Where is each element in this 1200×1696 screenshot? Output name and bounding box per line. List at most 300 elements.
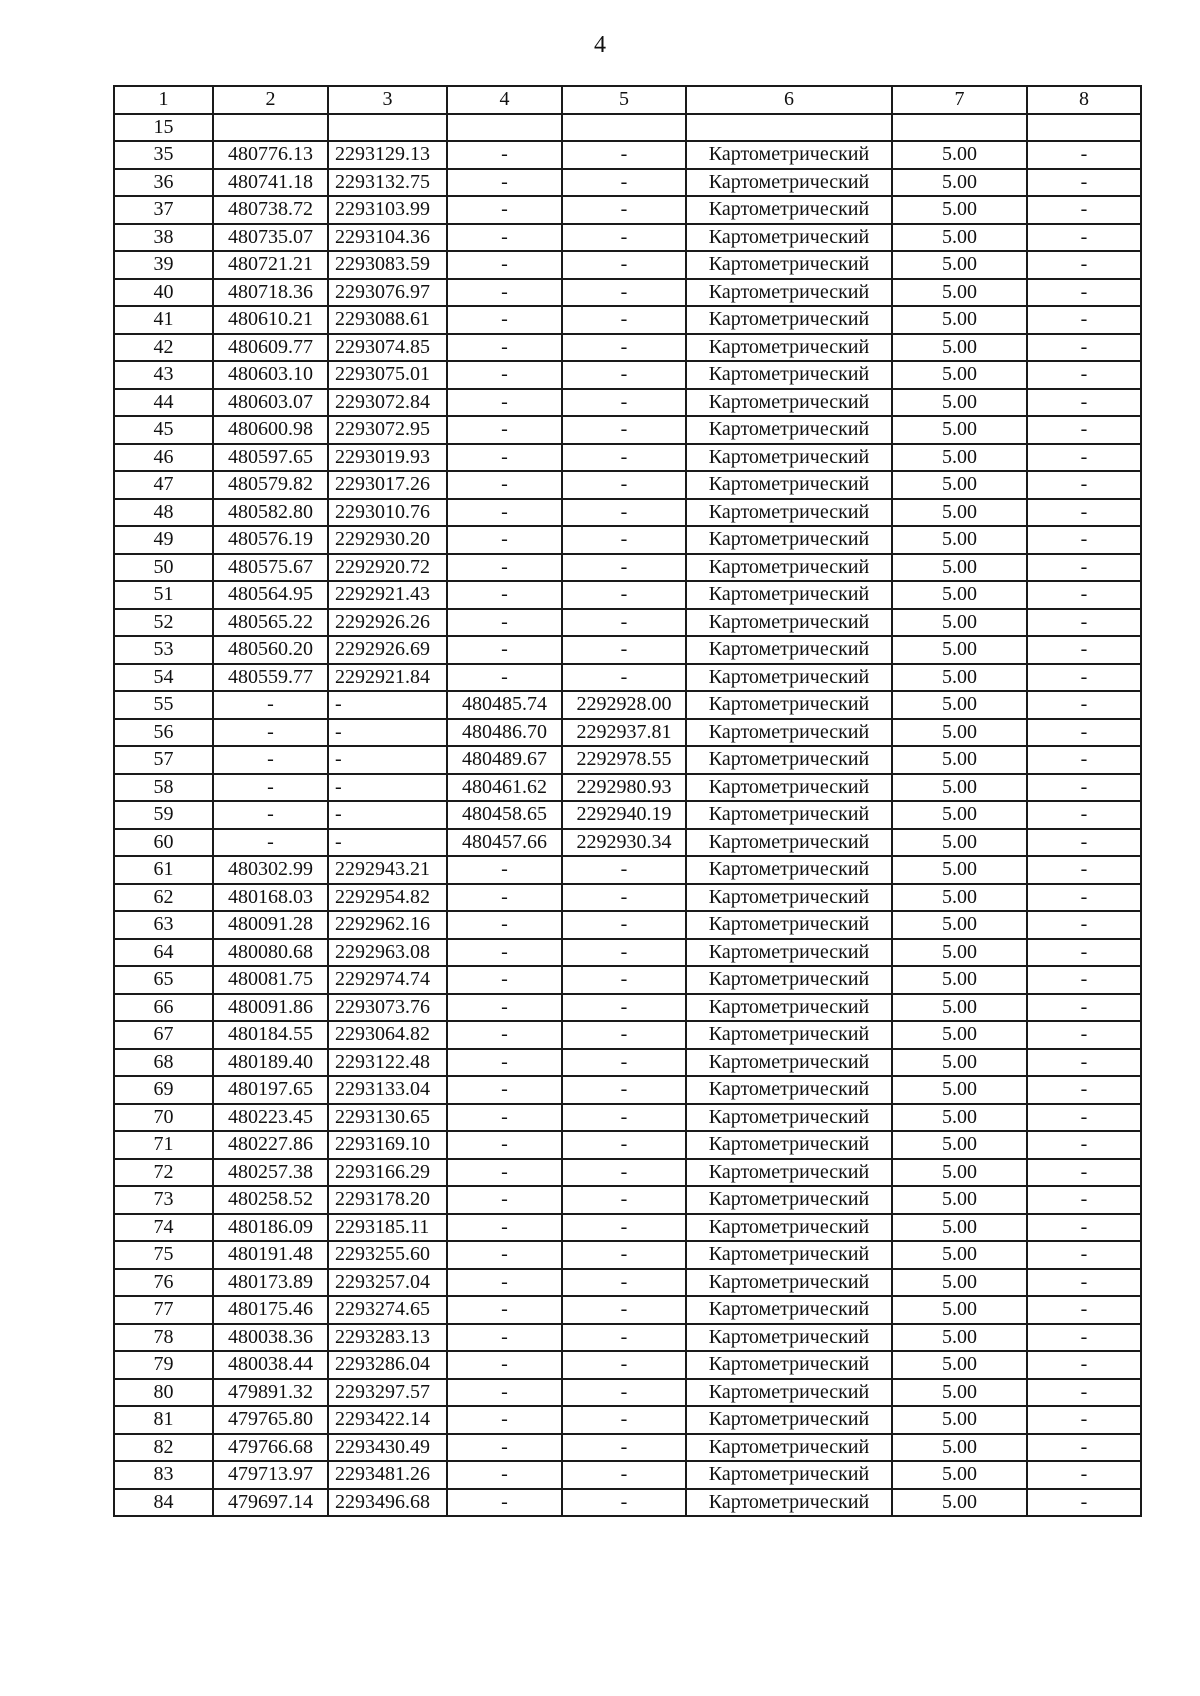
table-row <box>114 719 1141 747</box>
point-number-cell: 35 <box>114 141 213 169</box>
x-alt-cell: 480457.66 <box>447 829 562 857</box>
y-alt-cell: - <box>562 1021 686 1049</box>
note-cell: - <box>1027 1214 1141 1242</box>
x-alt-cell <box>447 114 562 142</box>
method-cell: Картометрический <box>686 1269 892 1297</box>
point-number-cell: 43 <box>114 361 213 389</box>
y-alt-cell: - <box>562 1214 686 1242</box>
x-coordinate-cell: 480600.98 <box>213 416 328 444</box>
x-coordinate-cell: 480175.46 <box>213 1296 328 1324</box>
point-number-cell: 74 <box>114 1214 213 1242</box>
y-coordinate-cell: 2293075.01 <box>328 361 447 389</box>
accuracy-cell: 5.00 <box>892 801 1027 829</box>
x-alt-cell: - <box>447 1049 562 1077</box>
point-number-cell: 52 <box>114 609 213 637</box>
note-cell: - <box>1027 774 1141 802</box>
y-coordinate-cell: 2293133.04 <box>328 1076 447 1104</box>
method-cell: Картометрический <box>686 499 892 527</box>
x-alt-cell: - <box>447 1406 562 1434</box>
x-alt-cell: - <box>447 1489 562 1517</box>
method-cell: Картометрический <box>686 1241 892 1269</box>
y-coordinate-cell: 2293073.76 <box>328 994 447 1022</box>
method-cell: Картометрический <box>686 334 892 362</box>
x-alt-cell: 480489.67 <box>447 746 562 774</box>
method-cell: Картометрический <box>686 1406 892 1434</box>
accuracy-cell: 5.00 <box>892 141 1027 169</box>
x-alt-cell: - <box>447 334 562 362</box>
y-alt-cell: - <box>562 966 686 994</box>
x-coordinate-cell: 480173.89 <box>213 1269 328 1297</box>
x-alt-cell: - <box>447 444 562 472</box>
note-cell: - <box>1027 554 1141 582</box>
accuracy-cell: 5.00 <box>892 609 1027 637</box>
y-coordinate-cell: 2292921.84 <box>328 664 447 692</box>
method-cell: Картометрический <box>686 1076 892 1104</box>
x-alt-cell: - <box>447 636 562 664</box>
accuracy-cell: 5.00 <box>892 1131 1027 1159</box>
note-cell: - <box>1027 801 1141 829</box>
table-row <box>114 141 1141 169</box>
point-number-cell: 77 <box>114 1296 213 1324</box>
point-number-cell: 78 <box>114 1324 213 1352</box>
table-row <box>114 966 1141 994</box>
accuracy-cell: 5.00 <box>892 1076 1027 1104</box>
accuracy-cell: 5.00 <box>892 251 1027 279</box>
y-alt-cell: - <box>562 664 686 692</box>
x-alt-cell: - <box>447 141 562 169</box>
note-cell: - <box>1027 581 1141 609</box>
note-cell: - <box>1027 1296 1141 1324</box>
y-coordinate-cell: 2292930.20 <box>328 526 447 554</box>
table-row <box>114 939 1141 967</box>
point-number-cell: 64 <box>114 939 213 967</box>
y-coordinate-cell: - <box>328 691 447 719</box>
note-cell: - <box>1027 1104 1141 1132</box>
point-number-cell: 51 <box>114 581 213 609</box>
table-row <box>114 609 1141 637</box>
x-alt-cell: - <box>447 389 562 417</box>
note-cell: - <box>1027 169 1141 197</box>
point-number-cell: 76 <box>114 1269 213 1297</box>
y-alt-cell: - <box>562 911 686 939</box>
y-coordinate-cell: - <box>328 774 447 802</box>
x-coordinate-cell: 480038.36 <box>213 1324 328 1352</box>
accuracy-cell: 5.00 <box>892 1434 1027 1462</box>
x-coordinate-cell: 480560.20 <box>213 636 328 664</box>
accuracy-cell: 5.00 <box>892 939 1027 967</box>
table-row <box>114 1461 1141 1489</box>
table-row <box>114 526 1141 554</box>
x-alt-cell: - <box>447 361 562 389</box>
x-coordinate-cell: 480735.07 <box>213 224 328 252</box>
x-coordinate-cell: 480168.03 <box>213 884 328 912</box>
method-cell: Картометрический <box>686 1131 892 1159</box>
point-number-cell: 83 <box>114 1461 213 1489</box>
column-header: 6 <box>686 86 892 114</box>
y-alt-cell: - <box>562 636 686 664</box>
accuracy-cell: 5.00 <box>892 829 1027 857</box>
point-number-cell: 54 <box>114 664 213 692</box>
table-row <box>114 224 1141 252</box>
point-number-cell: 82 <box>114 1434 213 1462</box>
y-alt-cell: - <box>562 856 686 884</box>
x-coordinate-cell: 480610.21 <box>213 306 328 334</box>
x-coordinate-cell: 480302.99 <box>213 856 328 884</box>
note-cell: - <box>1027 1159 1141 1187</box>
method-cell: Картометрический <box>686 1489 892 1517</box>
method-cell: Картометрический <box>686 719 892 747</box>
x-alt-cell: - <box>447 196 562 224</box>
table-row <box>114 416 1141 444</box>
y-coordinate-cell: 2293072.84 <box>328 389 447 417</box>
x-alt-cell: 480461.62 <box>447 774 562 802</box>
point-number-cell: 55 <box>114 691 213 719</box>
note-cell: - <box>1027 664 1141 692</box>
x-alt-cell: - <box>447 1269 562 1297</box>
accuracy-cell <box>892 114 1027 142</box>
table-row <box>114 169 1141 197</box>
column-header: 4 <box>447 86 562 114</box>
x-coordinate-cell: 479713.97 <box>213 1461 328 1489</box>
y-coordinate-cell: 2293017.26 <box>328 471 447 499</box>
note-cell: - <box>1027 196 1141 224</box>
y-coordinate-cell: 2293019.93 <box>328 444 447 472</box>
y-coordinate-cell: 2293010.76 <box>328 499 447 527</box>
x-alt-cell: - <box>447 1104 562 1132</box>
y-coordinate-cell: 2293255.60 <box>328 1241 447 1269</box>
y-alt-cell: - <box>562 416 686 444</box>
y-coordinate-cell: 2292962.16 <box>328 911 447 939</box>
method-cell: Картометрический <box>686 1461 892 1489</box>
x-alt-cell: - <box>447 1351 562 1379</box>
x-alt-cell: - <box>447 169 562 197</box>
y-coordinate-cell: 2293074.85 <box>328 334 447 362</box>
y-coordinate-cell: 2292954.82 <box>328 884 447 912</box>
accuracy-cell: 5.00 <box>892 279 1027 307</box>
y-alt-cell: 2292937.81 <box>562 719 686 747</box>
x-coordinate-cell: 480597.65 <box>213 444 328 472</box>
table-row <box>114 554 1141 582</box>
y-alt-cell: - <box>562 361 686 389</box>
point-number-cell: 67 <box>114 1021 213 1049</box>
y-coordinate-cell: 2292943.21 <box>328 856 447 884</box>
x-coordinate-cell: - <box>213 691 328 719</box>
x-coordinate-cell: 480191.48 <box>213 1241 328 1269</box>
y-alt-cell: - <box>562 1076 686 1104</box>
table-row <box>114 1489 1141 1517</box>
x-coordinate-cell: 479697.14 <box>213 1489 328 1517</box>
x-coordinate-cell: 480582.80 <box>213 499 328 527</box>
note-cell: - <box>1027 361 1141 389</box>
x-alt-cell: - <box>447 994 562 1022</box>
accuracy-cell: 5.00 <box>892 416 1027 444</box>
point-number-cell: 68 <box>114 1049 213 1077</box>
y-alt-cell: - <box>562 1351 686 1379</box>
y-alt-cell: - <box>562 1269 686 1297</box>
y-alt-cell: - <box>562 306 686 334</box>
accuracy-cell: 5.00 <box>892 306 1027 334</box>
y-coordinate-cell: 2293257.04 <box>328 1269 447 1297</box>
table-row <box>114 1351 1141 1379</box>
accuracy-cell: 5.00 <box>892 994 1027 1022</box>
table-row <box>114 1049 1141 1077</box>
point-number-cell: 65 <box>114 966 213 994</box>
note-cell: - <box>1027 884 1141 912</box>
accuracy-cell: 5.00 <box>892 746 1027 774</box>
point-number-cell: 79 <box>114 1351 213 1379</box>
point-number-cell: 73 <box>114 1186 213 1214</box>
method-cell: Картометрический <box>686 1159 892 1187</box>
table-row <box>114 1296 1141 1324</box>
x-alt-cell: - <box>447 1324 562 1352</box>
table-row <box>114 1269 1141 1297</box>
table-row <box>114 1214 1141 1242</box>
y-alt-cell: 2292928.00 <box>562 691 686 719</box>
y-alt-cell: 2292978.55 <box>562 746 686 774</box>
point-number-cell: 71 <box>114 1131 213 1159</box>
y-alt-cell: - <box>562 1049 686 1077</box>
x-alt-cell: - <box>447 279 562 307</box>
point-number-cell: 57 <box>114 746 213 774</box>
accuracy-cell: 5.00 <box>892 196 1027 224</box>
y-coordinate-cell: 2293185.11 <box>328 1214 447 1242</box>
y-alt-cell: - <box>562 1461 686 1489</box>
y-coordinate-cell: 2293130.65 <box>328 1104 447 1132</box>
accuracy-cell: 5.00 <box>892 554 1027 582</box>
x-coordinate-cell: 480186.09 <box>213 1214 328 1242</box>
x-coordinate-cell: 480091.28 <box>213 911 328 939</box>
accuracy-cell: 5.00 <box>892 884 1027 912</box>
accuracy-cell: 5.00 <box>892 966 1027 994</box>
method-cell: Картометрический <box>686 1434 892 1462</box>
table-row <box>114 1406 1141 1434</box>
point-number-cell: 63 <box>114 911 213 939</box>
y-alt-cell: - <box>562 1324 686 1352</box>
point-number-cell: 48 <box>114 499 213 527</box>
x-alt-cell: - <box>447 884 562 912</box>
note-cell: - <box>1027 526 1141 554</box>
method-cell: Картометрический <box>686 801 892 829</box>
x-alt-cell: - <box>447 1241 562 1269</box>
method-cell: Картометрический <box>686 224 892 252</box>
x-coordinate-cell: 480223.45 <box>213 1104 328 1132</box>
method-cell: Картометрический <box>686 141 892 169</box>
accuracy-cell: 5.00 <box>892 1489 1027 1517</box>
table-row <box>114 691 1141 719</box>
column-header: 8 <box>1027 86 1141 114</box>
x-alt-cell: - <box>447 664 562 692</box>
table-row <box>114 499 1141 527</box>
table-row <box>114 471 1141 499</box>
x-alt-cell: - <box>447 554 562 582</box>
point-number-cell: 66 <box>114 994 213 1022</box>
column-header: 2 <box>213 86 328 114</box>
x-coordinate-cell: 479891.32 <box>213 1379 328 1407</box>
table-row <box>114 1159 1141 1187</box>
x-alt-cell: 480458.65 <box>447 801 562 829</box>
x-coordinate-cell: 480080.68 <box>213 939 328 967</box>
y-alt-cell: - <box>562 251 686 279</box>
y-alt-cell: - <box>562 1104 686 1132</box>
x-coordinate-cell <box>213 114 328 142</box>
method-cell: Картометрический <box>686 361 892 389</box>
note-cell: - <box>1027 444 1141 472</box>
table-row <box>114 306 1141 334</box>
accuracy-cell: 5.00 <box>892 774 1027 802</box>
point-number-cell: 60 <box>114 829 213 857</box>
table-row <box>114 664 1141 692</box>
note-cell: - <box>1027 1489 1141 1517</box>
note-cell: - <box>1027 829 1141 857</box>
y-alt-cell: - <box>562 444 686 472</box>
accuracy-cell: 5.00 <box>892 389 1027 417</box>
y-coordinate-cell: 2293178.20 <box>328 1186 447 1214</box>
note-cell: - <box>1027 224 1141 252</box>
method-cell: Картометрический <box>686 636 892 664</box>
y-alt-cell: - <box>562 581 686 609</box>
x-coordinate-cell: 480776.13 <box>213 141 328 169</box>
column-header: 1 <box>114 86 213 114</box>
y-alt-cell: - <box>562 1186 686 1214</box>
note-cell: - <box>1027 499 1141 527</box>
page-number: 4 <box>594 32 606 58</box>
x-coordinate-cell: 480721.21 <box>213 251 328 279</box>
y-alt-cell: 2292930.34 <box>562 829 686 857</box>
method-cell: Картометрический <box>686 389 892 417</box>
point-number-cell: 49 <box>114 526 213 554</box>
point-number-cell: 58 <box>114 774 213 802</box>
table-row <box>114 884 1141 912</box>
point-number-cell: 61 <box>114 856 213 884</box>
table-row <box>114 856 1141 884</box>
y-coordinate-cell: 2293283.13 <box>328 1324 447 1352</box>
table-body <box>114 114 1141 1517</box>
note-cell: - <box>1027 1406 1141 1434</box>
y-coordinate-cell: 2293481.26 <box>328 1461 447 1489</box>
x-coordinate-cell: 480258.52 <box>213 1186 328 1214</box>
accuracy-cell: 5.00 <box>892 1269 1027 1297</box>
y-alt-cell: - <box>562 141 686 169</box>
method-cell: Картометрический <box>686 774 892 802</box>
method-cell: Картометрический <box>686 1351 892 1379</box>
accuracy-cell: 5.00 <box>892 1214 1027 1242</box>
x-coordinate-cell: 480565.22 <box>213 609 328 637</box>
y-coordinate-cell: 2292920.72 <box>328 554 447 582</box>
table-row <box>114 279 1141 307</box>
method-cell: Картометрический <box>686 884 892 912</box>
y-coordinate-cell <box>328 114 447 142</box>
accuracy-cell: 5.00 <box>892 1324 1027 1352</box>
point-number-cell: 81 <box>114 1406 213 1434</box>
note-cell: - <box>1027 1186 1141 1214</box>
y-alt-cell: - <box>562 1489 686 1517</box>
y-alt-cell <box>562 114 686 142</box>
x-coordinate-cell: 480081.75 <box>213 966 328 994</box>
method-cell: Картометрический <box>686 691 892 719</box>
accuracy-cell: 5.00 <box>892 911 1027 939</box>
x-coordinate-cell: - <box>213 774 328 802</box>
x-alt-cell: - <box>447 526 562 554</box>
method-cell: Картометрический <box>686 1214 892 1242</box>
point-number-cell: 75 <box>114 1241 213 1269</box>
accuracy-cell: 5.00 <box>892 1104 1027 1132</box>
method-cell: Картометрический <box>686 609 892 637</box>
method-cell: Картометрический <box>686 196 892 224</box>
y-alt-cell: - <box>562 994 686 1022</box>
y-alt-cell: 2292980.93 <box>562 774 686 802</box>
y-alt-cell: - <box>562 1434 686 1462</box>
method-cell: Картометрический <box>686 746 892 774</box>
y-coordinate-cell: 2293430.49 <box>328 1434 447 1462</box>
point-number-cell: 84 <box>114 1489 213 1517</box>
note-cell: - <box>1027 939 1141 967</box>
x-alt-cell: - <box>447 856 562 884</box>
coordinates-table <box>113 85 1142 1517</box>
note-cell: - <box>1027 1131 1141 1159</box>
method-cell: Картометрический <box>686 911 892 939</box>
x-alt-cell: - <box>447 1214 562 1242</box>
y-coordinate-cell: 2293088.61 <box>328 306 447 334</box>
x-coordinate-cell: 479766.68 <box>213 1434 328 1462</box>
method-cell: Картометрический <box>686 306 892 334</box>
method-cell: Картометрический <box>686 251 892 279</box>
table-row <box>114 1104 1141 1132</box>
accuracy-cell: 5.00 <box>892 719 1027 747</box>
note-cell: - <box>1027 1434 1141 1462</box>
accuracy-cell: 5.00 <box>892 636 1027 664</box>
x-alt-cell: - <box>447 416 562 444</box>
method-cell: Картометрический <box>686 966 892 994</box>
method-cell: Картометрический <box>686 1186 892 1214</box>
table-row <box>114 389 1141 417</box>
column-header: 7 <box>892 86 1027 114</box>
y-alt-cell: - <box>562 1159 686 1187</box>
x-coordinate-cell: 480038.44 <box>213 1351 328 1379</box>
accuracy-cell: 5.00 <box>892 1296 1027 1324</box>
y-alt-cell: - <box>562 939 686 967</box>
y-alt-cell: - <box>562 169 686 197</box>
y-alt-cell: - <box>562 1406 686 1434</box>
table-row <box>114 1076 1141 1104</box>
y-alt-cell: - <box>562 1131 686 1159</box>
table-row <box>114 114 1141 142</box>
x-coordinate-cell: 480559.77 <box>213 664 328 692</box>
accuracy-cell: 5.00 <box>892 1049 1027 1077</box>
y-coordinate-cell: 2293076.97 <box>328 279 447 307</box>
table-header-row <box>114 86 1141 114</box>
y-coordinate-cell: 2293422.14 <box>328 1406 447 1434</box>
method-cell: Картометрический <box>686 856 892 884</box>
point-number-cell: 38 <box>114 224 213 252</box>
table-row <box>114 636 1141 664</box>
table-row <box>114 1324 1141 1352</box>
x-alt-cell: - <box>447 1159 562 1187</box>
note-cell: - <box>1027 389 1141 417</box>
note-cell: - <box>1027 1379 1141 1407</box>
accuracy-cell: 5.00 <box>892 444 1027 472</box>
point-number-cell: 50 <box>114 554 213 582</box>
y-alt-cell: - <box>562 1379 686 1407</box>
accuracy-cell: 5.00 <box>892 471 1027 499</box>
note-cell: - <box>1027 1461 1141 1489</box>
table-row <box>114 196 1141 224</box>
note-cell: - <box>1027 306 1141 334</box>
x-coordinate-cell: 480189.40 <box>213 1049 328 1077</box>
y-coordinate-cell: 2293166.29 <box>328 1159 447 1187</box>
y-alt-cell: - <box>562 224 686 252</box>
note-cell: - <box>1027 719 1141 747</box>
x-coordinate-cell: 480575.67 <box>213 554 328 582</box>
